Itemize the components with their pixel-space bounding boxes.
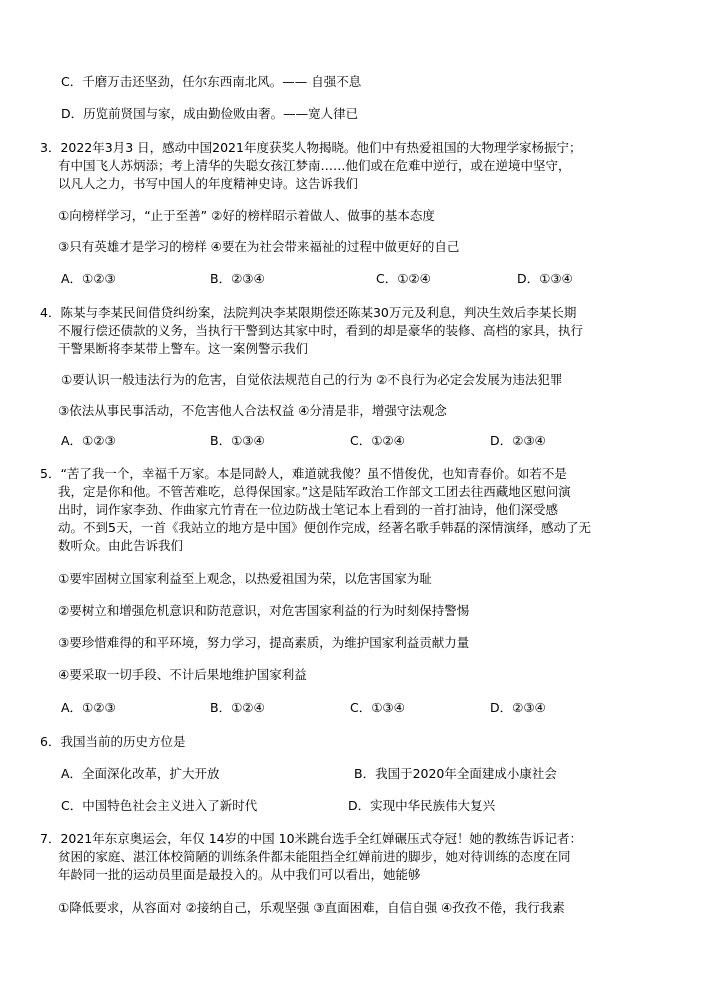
q2-option-d: D．历览前贤国与家，成由勤俭败由奢。——宽人律已 — [61, 106, 359, 121]
q7-stem-line: 贫困的家庭、湛江体校简陋的训练条件都未能阻挡全红婵前进的脚步，她对待训练的态度在同 — [58, 849, 571, 864]
q4-statement: ③依法从事民事活动，不危害他人合法权益 ④分清是非，增强守法观念 — [58, 403, 447, 418]
q7-stem-line: 年龄同一批的运动员里面是最投入的。从中我们可以看出，她能够 — [58, 867, 421, 882]
q5-statement: ②要树立和增强危机意识和防范意识，对危害国家利益的行为时刻保持警惕 — [58, 603, 470, 618]
q4-option-c: C．①②④ — [350, 433, 405, 448]
q3-stem-line: 以凡人之力，书写中国人的年度精神史诗。这告诉我们 — [58, 176, 359, 191]
q5-statement: ①要牢固树立国家利益至上观念，以热爱祖国为荣，以危害国家为耻 — [58, 571, 432, 586]
q3-stem-line: 有中国飞人苏炳添；考上清华的失聪女孩江梦南……他们或在危难中逆行，或在逆境中坚守， — [58, 158, 571, 173]
q5-stem-line: 数听众。由此告诉我们 — [58, 538, 184, 553]
q6-option-a: A．全面深化改革，扩大开放 — [61, 766, 220, 781]
q3-statement: ①向榜样学习，“止于至善” ②好的榜样昭示着做人、做事的基本态度 — [58, 208, 435, 223]
q3-statement: ③只有英雄才是学习的榜样 ④要在为社会带来福祉的过程中做更好的自己 — [58, 239, 460, 254]
q4-stem-line: 干警果断将李某带上警车。这一案例警示我们 — [58, 341, 309, 356]
q4-option-a: A．①②③ — [61, 433, 116, 448]
q7-statement: ①降低要求，从容面对 ②接纳自己，乐观坚强 ③直面困难，自信自强 ④孜孜不倦，我行我素 — [58, 900, 565, 915]
q2-option-c: C．千磨万击还坚劲，任尔东西南北风。—— 自强不息 — [61, 74, 362, 89]
q5-statement: ④要采取一切手段、不计后果地维护国家利益 — [58, 667, 307, 682]
q5-option-c: C．①③④ — [350, 700, 405, 715]
q5-stem-line: 我，定是你和他。不管苦难吃，总得保国家。”这是陆军政治工作部文工团去往西藏地区慰问演 — [58, 484, 571, 499]
q5-option-d: D．②③④ — [490, 700, 546, 715]
q5-stem-line: 动。不到5天，一首《我站立的地方是中国》便创作完成，经著名歌手韩磊的深情演绎，感动了无 — [58, 520, 591, 535]
q4-statement: ①要认识一般违法行为的危害，自觉依法规范自己的行为 ②不良行为必定会发展为违法犯罪 — [61, 372, 563, 387]
q4-option-b: B．①③④ — [210, 433, 265, 448]
q3-option-d: D．①③④ — [517, 271, 573, 286]
q5-stem-line: 5．“苦了我一个，幸福千万家。本是同龄人，难道就我傻？虽不惜俊优，也知青春价。如若不是 — [40, 466, 567, 481]
q7-stem-line: 7．2021年东京奥运会，年仅 14岁的中国 10米跳台选手全红婵碾压式夺冠！她的教练告诉记者： — [40, 831, 583, 846]
q4-option-d: D．②③④ — [490, 433, 546, 448]
q5-stem-line: 出时，词作家李劲、作曲家亢竹青在一位边防战士笔记本上看到的一首打油诗，他们深受感 — [58, 502, 559, 517]
q6-option-b: B．我国于2020年全面建成小康社会 — [354, 766, 557, 781]
q6-stem: 6．我国当前的历史方位是 — [40, 734, 186, 749]
q3-option-c: C．①②④ — [376, 271, 431, 286]
q3-stem-line: 3．2022年3月3 日，感动中国2021年度获奖人物揭晓。他们中有热爱祖国的大物理学家杨振宁； — [40, 140, 582, 155]
q5-option-b: B．①②④ — [210, 700, 265, 715]
q6-option-d: D．实现中华民族伟大复兴 — [348, 798, 496, 813]
q3-option-b: B．②③④ — [210, 271, 265, 286]
q5-option-a: A．①②③ — [61, 700, 116, 715]
q3-option-a: A．①②③ — [61, 271, 116, 286]
q4-stem-line: 4．陈某与李某民间借贷纠纷案，法院判决李某限期偿还陈某30万元及利息，判决生效后李某长期 — [40, 305, 577, 320]
q4-stem-line: 不履行偿还债款的义务，当执行干警到达其家中时，看到的却是豪华的装修、高档的家具，执行 — [58, 323, 584, 338]
q6-option-c: C．中国特色社会主义进入了新时代 — [61, 798, 258, 813]
q5-statement: ③要珍惜难得的和平环境，努力学习，提高素质，为维护国家利益贡献力量 — [58, 635, 470, 650]
